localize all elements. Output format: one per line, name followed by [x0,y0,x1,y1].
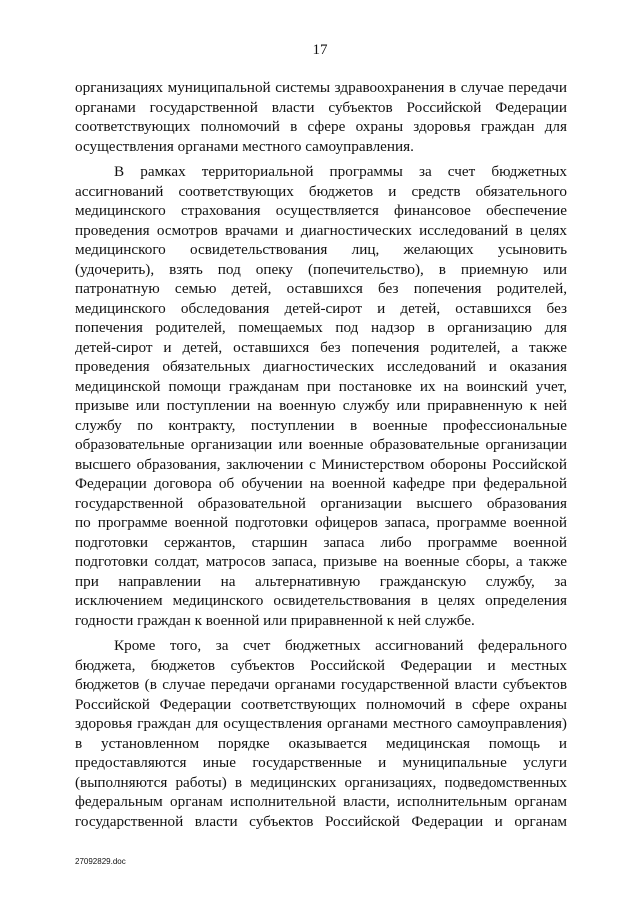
text-line: службу по контракту, поступлении в военные профессиональные [75,416,567,434]
footer-filename: 27092829.doc [75,857,126,866]
text-line: здоровья граждан для осуществления органами местного самоуправления) [75,715,567,732]
text-line: органами государственной власти субъектов Российской Федерации [75,98,567,116]
text-line: детей-сирот и детей, оставшихся без попечения родителей, а также [75,338,567,356]
text-line: организациях муниципальной системы здравоохранения в случае передачи [75,79,567,96]
text-line: подготовки солдат, матросов запаса, призыве на военные сборы, а также [75,553,567,570]
text-line: В рамках территориальной программы за счет бюджетных [114,163,567,180]
text-line: государственной власти субъектов Российской Федерации и органам [75,812,567,830]
text-line: Кроме того, за счет бюджетных ассигнований федерального [114,637,567,654]
text-line: призыве или поступлении на военную службу или приравненную к ней [75,397,567,414]
text-line: федеральным органам исполнительной власти, исполнительным органам [75,793,567,810]
text-line: высшего образования, заключении с Министерством обороны Российской [75,455,567,473]
paragraph-2 [75,162,567,630]
text-line: попечения родителей, помещаемых под надзор в организацию для [75,319,567,336]
text-line: медицинского обследования детей-сирот и детей, оставшихся без [75,299,567,317]
text-line: медицинского освидетельствования лиц, желающих усыновить [75,241,567,258]
text-line: по программе военной подготовки офицеров запаса, программе военной [75,514,567,531]
text-line: (удочерить), взять под опеку (попечительство), в приемную или [75,260,567,278]
text-line: проведения обязательных диагностических исследований и оказания [75,358,567,375]
text-line: образовательные организации или военные образовательные организации [75,436,567,453]
text-line: исключением медицинского освидетельствования в целях определения [75,592,567,609]
text-line: (выполняются работы) в медицинских организациях, подведомственных [75,773,567,791]
text-line: соответствующих полномочий в сфере охраны здоровья граждан для [75,118,567,135]
text-line: патронатную семью детей, оставшихся без попечения родителей, [75,280,567,297]
text-line: государственной образовательной организации высшего образования [75,494,567,512]
text-line: при направлении на альтернативную гражданскую службу, за [75,572,567,590]
text-line: медицинской помощи гражданам при постановке их на воинский учет, [75,377,567,395]
text-line: Федерации договора об обучении на военной кафедре при федеральной [75,475,567,492]
text-line: бюджетов (в случае передачи органами государственной власти субъектов [75,676,567,693]
text-line: ассигнований соответствующих бюджетов и средств обязательного [75,182,567,200]
text-line: осуществления органами местного самоуправления. [75,137,414,155]
text-line: подготовки сержантов, старшин запаса либо программе военной [75,533,567,551]
paragraph-3 [75,636,567,831]
text-line: бюджета, бюджетов субъектов Российской Федерации и местных [75,656,567,674]
text-line: медицинского страхования осуществляется финансовое обеспечение [75,202,567,219]
text-line: Российской Федерации соответствующих полномочий в сфере охраны [75,695,567,713]
text-line: проведения осмотров врачами и диагностических исследований в целях [75,221,567,239]
text-line: годности граждан к военной или приравненной к ней службе. [75,611,475,629]
page-number: 17 [312,42,328,58]
text-line: предоставляются иные государственные и муниципальные услуги [75,754,567,771]
body-text [75,78,567,831]
paragraph-1 [75,78,567,156]
text-line: в установленном порядке оказывается медицинская помощь и [75,734,567,752]
